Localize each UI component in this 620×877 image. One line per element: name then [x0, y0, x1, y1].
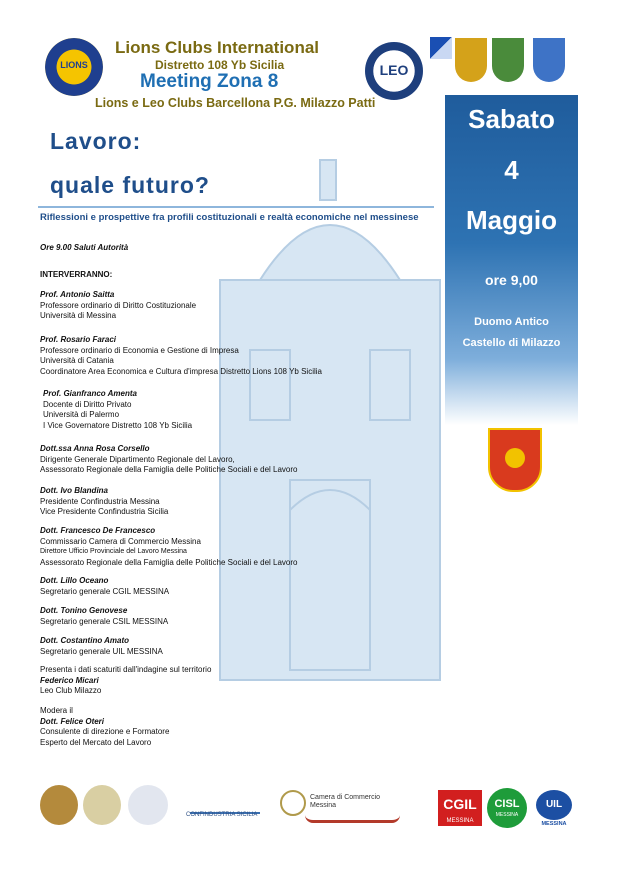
speaker-name: Prof. Rosario Faraci [40, 335, 117, 344]
association-logo-3 [128, 785, 168, 825]
speaker-line: Docente di Diritto Privato [43, 399, 132, 409]
leo-logo-text: LEO [379, 62, 409, 78]
moderator-block [40, 706, 169, 748]
confindustria-logo-icon [190, 792, 260, 814]
speaker-line: Commissario Camera di Commercio Messina [40, 536, 201, 546]
speaker-line: Segretario generale CGIL MESSINA [40, 586, 170, 596]
speaker-line: Assessorato Regionale della Famiglia delle Politiche Sociali e del Lavoro [40, 465, 298, 474]
speaker-line: Segretario generale CSIL MESSINA [40, 616, 169, 626]
speaker-name: Prof. Antonio Saitta [40, 290, 115, 299]
sidebar-day: Sabato [468, 104, 555, 134]
speaker-block-6 [40, 526, 297, 568]
moderator-line: Consulente di direzione e Formatore [40, 727, 170, 736]
lions-logo [45, 38, 103, 96]
sidebar-time: ore 9,00 [485, 272, 538, 288]
speaker-block-4 [40, 444, 297, 476]
header-clubs: Lions e Leo Clubs Barcellona P.G. Milazzo Patti [95, 96, 376, 110]
speaker-name: Dott. Francesco De Francesco [40, 526, 156, 535]
sicily-crest-icon [488, 428, 542, 492]
crest-icon-1 [455, 38, 487, 82]
speaker-line: Presidente Confindustria Messina [40, 496, 160, 506]
header-district: Distretto 108 Yb Sicilia [155, 58, 285, 72]
association-logo-1 [40, 785, 78, 825]
speaker-block-5 [40, 486, 168, 518]
cisl-logo: CISL [487, 788, 527, 828]
speaker-block-1 [40, 290, 196, 322]
moderator-name: Dott. Felice Oteri [40, 716, 105, 726]
speaker-name: Dott. Lillo Oceano [40, 576, 109, 585]
speaker-line: Università di Palermo [43, 410, 120, 419]
speaker-name: Dott.ssa Anna Rosa Corsello [40, 444, 150, 453]
speaker-line: Segretario generale UIL MESSINA [40, 646, 163, 656]
sidebar-month: Maggio [466, 205, 557, 235]
flag-icon [430, 37, 452, 59]
moderator-line: Esperto del Mercato del Lavoro [40, 737, 152, 747]
camera-label-2: Messina [310, 802, 337, 809]
speaker-name: Dott. Ivo Blandina [40, 486, 108, 495]
camera-label-1: Camera di Commercio [310, 794, 381, 801]
church-illustration [180, 150, 480, 690]
cisl-sub: MESSINA [495, 812, 519, 818]
uil-sub: MESSINA [541, 821, 567, 827]
speaker-block-8 [40, 606, 168, 627]
subtitle: Riflessioni e prospettive fra profili costituzionali e realtà economiche nel messinese [40, 212, 419, 223]
uil-logo: UIL [536, 790, 572, 820]
cgil-sub: MESSINA [446, 818, 474, 824]
survey-line: Leo Club Milazzo [40, 686, 102, 695]
speaker-line: I Vice Governatore Distretto 108 Yb Sicilia [43, 420, 193, 430]
speaker-name: Dott. Tonino Genovese [40, 606, 128, 615]
speaker-line: Vice Presidente Confindustria Sicilia [40, 507, 169, 516]
title-line2: quale futuro? [50, 172, 210, 198]
title-divider [38, 206, 434, 208]
camera-swoosh-icon [305, 815, 400, 823]
opening-line: Ore 9.00 Saluti Autorità [40, 243, 129, 252]
leo-logo [365, 42, 423, 100]
header-title: Lions Clubs International [115, 38, 320, 57]
sidebar-venue2: Castello di Milazzo [462, 337, 561, 349]
speaker-line: Università di Messina [40, 311, 117, 320]
speaker-line: Direttore Ufficio Provinciale del Lavoro Messina [40, 548, 187, 555]
survey-intro: Presenta i dati scaturiti dall'indagine sul territorio [40, 665, 212, 674]
header-meeting: Meeting Zona 8 [140, 71, 279, 92]
speaker-block-3 [43, 389, 192, 431]
cgil-logo: CGIL [438, 790, 482, 826]
speaker-line: Università di Catania [40, 356, 114, 365]
sidebar-venue1: Duomo Antico [474, 316, 549, 328]
speaker-name: Dott. Costantino Amato [40, 636, 130, 645]
speaker-block-9 [40, 636, 163, 657]
speaker-line: Professore ordinario di Economia e Gestione di Impresa [40, 345, 239, 355]
speaker-line: Professore ordinario di Diritto Costituzionale [40, 300, 197, 310]
survey-block [40, 665, 211, 697]
speaker-name: Prof. Gianfranco Amenta [43, 389, 137, 398]
moderator-intro: Modera il [40, 706, 73, 715]
association-logo-2 [83, 785, 121, 825]
survey-name: Federico Micari [40, 675, 99, 685]
crest-icon-2 [492, 38, 524, 82]
lions-logo-text: LIONS [60, 60, 88, 70]
date-sidebar [445, 95, 578, 425]
speaker-line: Assessorato Regionale della Famiglia delle Politiche Sociali e del Lavoro [40, 557, 298, 567]
confindustria-label: CONFINDUSTRIA SICILIA [186, 812, 258, 818]
speaker-line: Coordinatore Area Economica e Cultura d'impresa Distretto Lions 108 Yb Sicilia [40, 366, 322, 376]
camera-commercio-icon [280, 790, 306, 816]
title-line1: Lavoro: [50, 128, 142, 154]
speaker-block-7 [40, 576, 169, 597]
speaker-block-2 [40, 335, 322, 377]
speaker-line: Dirigente Generale Dipartimento Regionale del Lavoro, [40, 454, 235, 464]
sidebar-date: 4 [504, 155, 519, 185]
crest-icon-3 [533, 38, 565, 82]
speakers-heading: INTERVERRANNO: [40, 270, 113, 279]
